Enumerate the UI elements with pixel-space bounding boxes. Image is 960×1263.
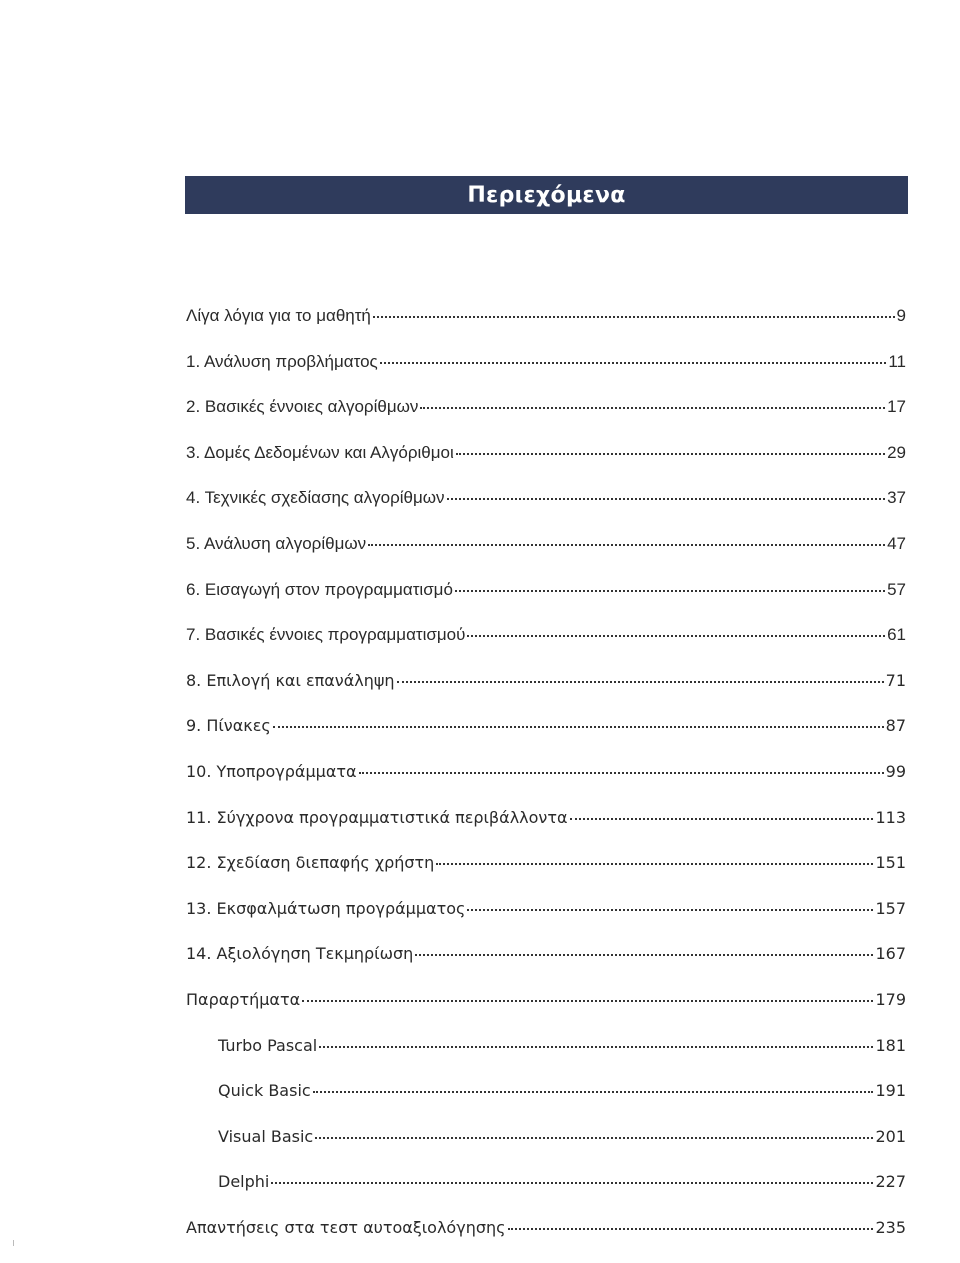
toc-entry-page: 99 <box>885 761 906 781</box>
toc-entry-page: 167 <box>875 944 906 964</box>
toc-entry-label: 11. Σύγχρονα προγραμματιστικά περιβάλλοντα <box>186 807 568 827</box>
toc-entry-page: 191 <box>875 1081 906 1101</box>
scan-artifact <box>13 1240 14 1246</box>
dot-leader <box>570 818 874 820</box>
toc-entry-page: 9 <box>896 306 906 325</box>
toc-entry-label: 10. Υποπρογράμματα <box>186 761 357 781</box>
toc-subentry <box>186 1081 906 1127</box>
toc-entry-label: Απαντήσεις στα τεστ αυτοαξιολόγησης <box>186 1217 506 1237</box>
toc-entry <box>186 944 906 990</box>
toc-entry-page: 201 <box>875 1126 906 1146</box>
toc-entry-label: 8. Επιλογή και επανάληψη <box>186 670 395 690</box>
toc-entry-label: Delphi <box>218 1172 270 1192</box>
toc-entry <box>186 671 906 717</box>
toc-entry <box>186 899 906 945</box>
dot-leader <box>319 1046 873 1048</box>
toc-entry-label: 12. Σχεδίαση διεπαφής χρήστη <box>186 853 435 873</box>
toc-entry-label: 4. Τεχνικές σχεδίασης αλγορίθμων <box>186 488 445 508</box>
dot-leader <box>380 362 887 364</box>
dot-leader <box>271 1182 873 1184</box>
toc-entry-page: 235 <box>875 1217 906 1237</box>
toc-entry-page: 29 <box>887 442 906 462</box>
contents-header-bar <box>185 176 908 214</box>
toc-entry-page: 227 <box>875 1172 906 1192</box>
toc-entry-label: Visual Basic <box>218 1126 314 1146</box>
toc-entry <box>186 990 906 1036</box>
toc-entry-label: 3. Δομές Δεδομένων και Αλγόριθμοι <box>186 442 454 462</box>
dot-leader <box>273 726 884 728</box>
toc-entry-page: 113 <box>875 807 906 827</box>
toc-entry-label: 14. Αξιολόγηση Τεκμηρίωση <box>186 944 414 964</box>
toc-subentry <box>186 1127 906 1173</box>
dot-leader <box>397 681 884 683</box>
dot-leader <box>467 635 885 637</box>
toc-entry <box>186 534 906 580</box>
toc-entry-page: 151 <box>875 853 906 873</box>
toc-entry-label: 9. Πίνακες <box>186 716 271 736</box>
toc-entry-label: Παραρτήματα <box>186 989 301 1009</box>
toc-entry-label: Turbo Pascal <box>218 1035 318 1055</box>
toc-entry <box>186 1218 906 1263</box>
dot-leader <box>368 544 885 546</box>
toc-subentry <box>186 1036 906 1082</box>
dot-leader <box>373 316 895 318</box>
toc-entry-label: 7. Βασικές έννοιες προγραμματισμού <box>186 625 466 645</box>
table-of-contents <box>186 306 906 1263</box>
toc-entry <box>186 306 906 352</box>
dot-leader <box>467 909 873 911</box>
dot-leader <box>420 407 885 409</box>
toc-entry <box>186 397 906 443</box>
toc-entry <box>186 762 906 808</box>
dot-leader <box>415 954 873 956</box>
dot-leader <box>455 590 885 592</box>
toc-entry-label: 1. Ανάλυση προβλήματος <box>186 351 378 371</box>
dot-leader <box>447 498 886 500</box>
toc-entry-label: Quick Basic <box>218 1081 311 1101</box>
dot-leader <box>456 453 885 455</box>
toc-entry-page: 179 <box>875 989 906 1009</box>
toc-entry-page: 57 <box>887 579 906 599</box>
dot-leader <box>302 1000 873 1002</box>
toc-subentry <box>186 1172 906 1218</box>
toc-entry-page: 17 <box>887 397 906 417</box>
dot-leader <box>313 1091 874 1093</box>
toc-entry <box>186 352 906 398</box>
toc-entry-label: 5. Ανάλυση αλγορίθμων <box>186 533 367 553</box>
toc-entry-label: 6. Εισαγωγή στον προγραμματισμό <box>186 579 453 599</box>
toc-entry <box>186 443 906 489</box>
toc-entry-page: 157 <box>875 898 906 918</box>
toc-entry <box>186 716 906 762</box>
toc-entry-page: 71 <box>885 670 906 690</box>
toc-entry-page: 47 <box>887 533 906 553</box>
toc-entry-label: 13. Εκσφαλμάτωση προγράμματος <box>186 898 466 918</box>
toc-entry-page: 181 <box>875 1035 906 1055</box>
page-title: Περιεχόμενα <box>467 182 626 208</box>
dot-leader <box>508 1228 874 1230</box>
dot-leader <box>436 863 873 865</box>
toc-entry <box>186 853 906 899</box>
toc-entry <box>186 488 906 534</box>
toc-entry-label: 2. Βασικές έννοιες αλγορίθμων <box>186 397 419 417</box>
toc-entry-label: Λίγα λόγια για το μαθητή <box>186 306 371 325</box>
toc-entry-page: 37 <box>887 488 906 508</box>
toc-entry <box>186 625 906 671</box>
toc-entry-page: 11 <box>888 351 906 371</box>
dot-leader <box>315 1137 873 1139</box>
toc-entry-page: 61 <box>887 625 906 645</box>
dot-leader <box>359 772 884 774</box>
toc-entry <box>186 808 906 854</box>
toc-entry <box>186 580 906 626</box>
toc-entry-page: 87 <box>885 716 906 736</box>
